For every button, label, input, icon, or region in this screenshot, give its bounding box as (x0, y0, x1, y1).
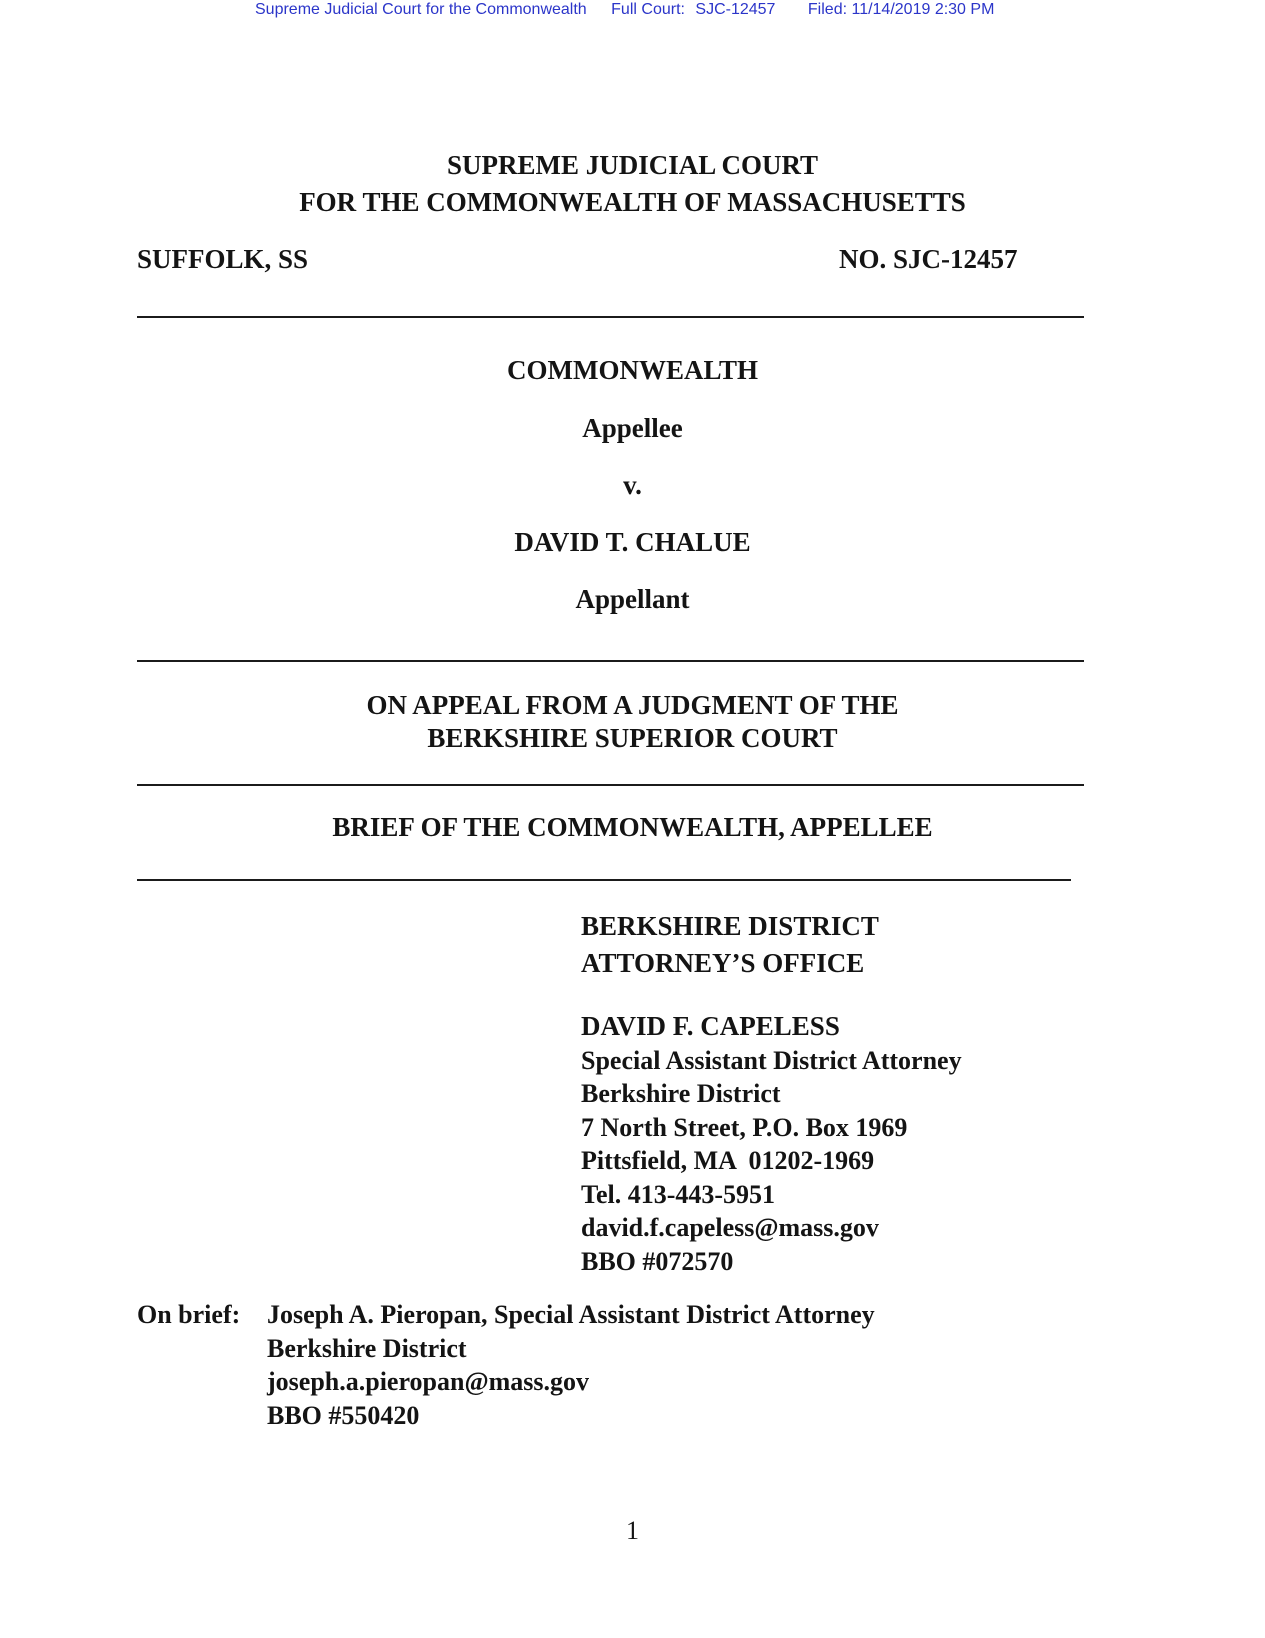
filing-date: Filed: 11/14/2019 2:30 PM (807, 1, 995, 18)
county: SUFFOLK, SS (137, 244, 309, 274)
appellant-name: DAVID T. CHALUE (514, 527, 751, 557)
page-number: 1 (626, 1516, 639, 1545)
divider (137, 784, 1084, 786)
on-brief-name-title: Joseph A. Pieropan, Special Assistant District Attorney (267, 1300, 875, 1329)
court-name-line1: SUPREME JUDICIAL COURT (446, 150, 819, 180)
office-line2: ATTORNEY’S OFFICE (581, 948, 865, 978)
attorney-title: Special Assistant District Attorney (581, 1045, 962, 1075)
appellee-name: COMMONWEALTH (506, 355, 758, 385)
attorney-email: david.f.capeless@mass.gov (581, 1213, 879, 1242)
filing-docket-number: SJC-12457 (695, 1, 776, 18)
office-line1: BERKSHIRE DISTRICT (581, 911, 879, 941)
attorney-address2: Pittsfield, MA 01202-1969 (581, 1146, 875, 1175)
attorney-name: DAVID F. CAPELESS (581, 1011, 840, 1041)
case-number: NO. SJC-12457 (839, 244, 1018, 274)
attorney-block (581, 1010, 962, 1278)
filing-header (255, 0, 994, 20)
appellee-role: Appellee (582, 413, 683, 443)
on-brief-block (267, 1298, 875, 1432)
attorney-address1: 7 North Street, P.O. Box 1969 (581, 1112, 908, 1142)
attorney-bbo: BBO #072570 (581, 1246, 734, 1276)
brief-title: BRIEF OF THE COMMONWEALTH, APPELLEE (332, 812, 933, 842)
divider (137, 660, 1084, 662)
on-brief-email: joseph.a.pieropan@mass.gov (267, 1367, 590, 1396)
on-brief-district: Berkshire District (267, 1333, 467, 1363)
attorney-tel: Tel. 413-443-5951 (581, 1179, 776, 1209)
versus: v. (623, 470, 642, 500)
on-brief-label: On brief: (137, 1300, 241, 1329)
filing-court: Supreme Judicial Court for the Commonwealth (255, 1, 587, 18)
office-block (581, 908, 879, 982)
appeal-line1: ON APPEAL FROM A JUDGMENT OF THE (366, 690, 899, 720)
court-name-line2: FOR THE COMMONWEALTH OF MASSACHUSETTS (299, 187, 966, 217)
on-brief-bbo: BBO #550420 (267, 1400, 420, 1430)
divider (137, 879, 1071, 881)
appeal-line2: BERKSHIRE SUPERIOR COURT (427, 723, 838, 753)
filing-full-court-label: Full Court: (611, 1, 685, 18)
divider (137, 316, 1084, 318)
attorney-district: Berkshire District (581, 1079, 781, 1108)
appellant-role: Appellant (575, 584, 690, 614)
